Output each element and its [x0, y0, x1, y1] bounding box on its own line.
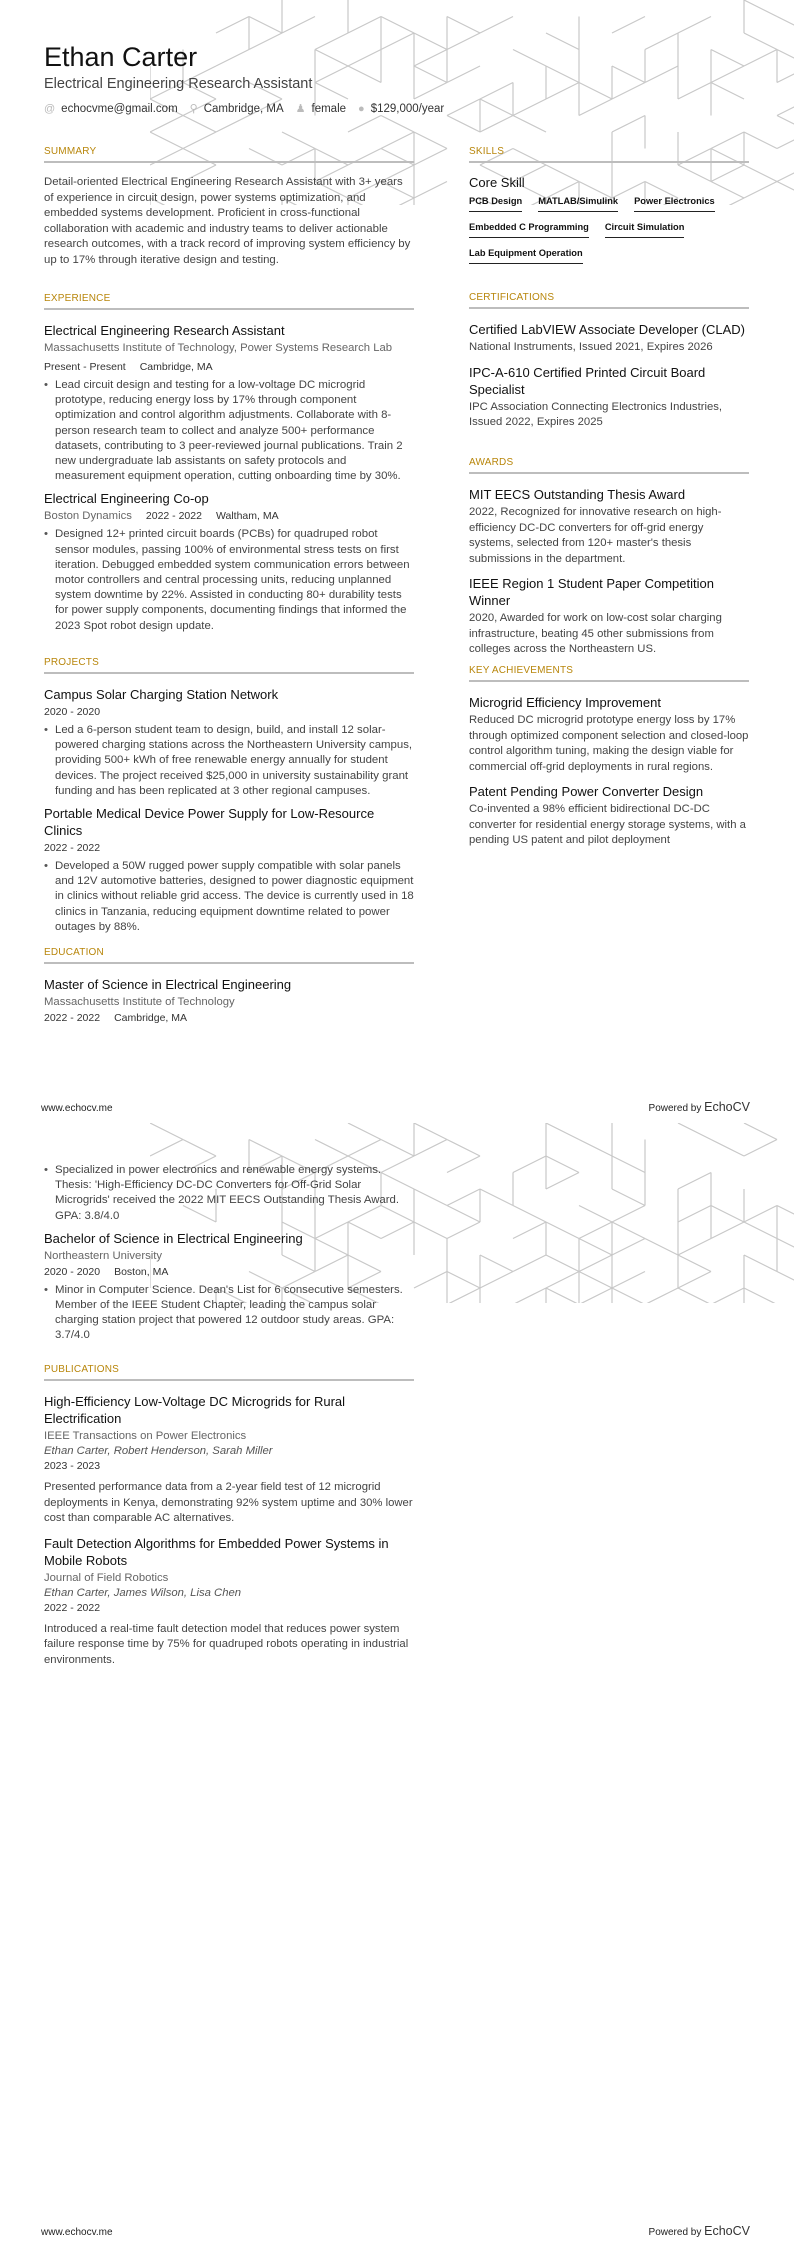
- projects-section: [44, 657, 414, 941]
- pattern-line: [315, 50, 348, 67]
- pattern-line: [612, 1288, 645, 1303]
- pattern-line: [744, 50, 777, 67]
- education-bullet: • Minor in Computer Science. Dean's List for 6 consecutive semesters. Member of the IEEE Student Chapter, leading the campus solar charging station project that powered 12 outdoor study areas. GPA: 3.7/4.0: [44, 1283, 414, 1344]
- pattern-line: [414, 132, 447, 149]
- pattern-line: [546, 1156, 579, 1173]
- brand-name: EchoCV: [704, 1100, 750, 1114]
- contact-email[interactable]: @ echocvme@gmail.com: [44, 102, 178, 115]
- pattern-line: [711, 1140, 744, 1157]
- experience-section: [44, 293, 414, 640]
- pattern-line: [414, 33, 447, 50]
- certification-desc: National Instruments, Issued 2021, Expires 2026: [469, 341, 713, 353]
- pattern-line: [711, 1206, 744, 1223]
- pattern-line: [447, 1140, 480, 1157]
- pattern-line: [678, 1206, 711, 1223]
- pattern-line: [447, 1189, 480, 1206]
- pattern-line: [480, 1189, 513, 1206]
- pattern-line: [480, 1272, 513, 1289]
- pattern-line: [579, 1272, 612, 1289]
- pattern-line: [546, 83, 579, 100]
- education-location: Cambridge, MA: [114, 1012, 188, 1024]
- education-section: [44, 947, 414, 1029]
- award-title: IEEE Region 1 Student Paper Competition Winner: [469, 576, 714, 608]
- pattern-line: [744, 1222, 777, 1239]
- pattern-line: [579, 1140, 612, 1157]
- pattern-line: [480, 116, 513, 133]
- section-heading: EDUCATION: [44, 947, 414, 964]
- pattern-line: [579, 1255, 612, 1272]
- job-title: Electrical Engineering Co-op: [44, 491, 209, 507]
- job-dates: 2022 - 2022: [145, 510, 202, 523]
- achievements-section: [469, 665, 749, 857]
- pattern-line: [513, 1222, 546, 1239]
- pattern-line: [447, 66, 480, 83]
- pattern-line: [249, 17, 282, 34]
- pattern-line: [777, 165, 794, 182]
- coin-icon: ●: [358, 102, 365, 115]
- pattern-line: [513, 50, 546, 67]
- education-bullet: • Specialized in power electronics and renewable energy systems. Thesis: 'High-Efficiency DC-DC Converters for Off-Grid Solar Microgrids' received the 2022 MIT EECS Outstanding Thesis Award. GPA: 3.8/4.0: [44, 1163, 414, 1224]
- pattern-line: [711, 83, 744, 100]
- pattern-line: [777, 116, 794, 133]
- pattern-line: [447, 116, 480, 133]
- pattern-line: [216, 17, 249, 34]
- pattern-line: [315, 33, 348, 50]
- publication-title: Fault Detection Algorithms for Embedded Power Systems in Mobile Robots: [44, 1535, 389, 1568]
- footer-website-link[interactable]: www.echocv.me: [41, 2227, 113, 2238]
- publication-dates: 2022 - 2022: [44, 1601, 101, 1614]
- at-icon: @: [44, 102, 56, 115]
- section-heading: CERTIFICATIONS: [469, 292, 749, 309]
- section-heading: KEY ACHIEVEMENTS: [469, 665, 749, 682]
- pattern-line: [777, 17, 794, 34]
- pattern-line: [414, 182, 447, 199]
- pattern-line: [447, 17, 480, 34]
- pattern-line: [414, 1189, 447, 1206]
- pattern-line: [480, 99, 513, 116]
- pattern-line: [150, 1123, 183, 1140]
- certification-desc: IPC Association Connecting Electronics Industries, Issued 2022, Expires 2025: [469, 400, 723, 428]
- certification-title: IPC-A-610 Certified Printed Circuit Board Specialist: [469, 364, 706, 397]
- pattern-line: [777, 1206, 794, 1223]
- pattern-line: [711, 66, 744, 83]
- achievement-title: Patent Pending Power Converter Design: [469, 784, 704, 799]
- pattern-line: [678, 83, 711, 100]
- pattern-line: [678, 1272, 711, 1289]
- pattern-line: [744, 33, 777, 50]
- project-title: Campus Solar Charging Station Network: [44, 687, 279, 702]
- project-dates: 2020 - 2020: [44, 706, 101, 718]
- degree-title: Bachelor of Science in Electrical Engineering: [44, 1230, 303, 1246]
- pattern-line: [612, 1206, 645, 1223]
- education-dates: 2022 - 2022: [44, 1012, 101, 1024]
- pattern-line: [612, 1222, 645, 1239]
- publication-dates: 2023 - 2023: [44, 1460, 101, 1472]
- pattern-line: [348, 1123, 381, 1140]
- pattern-line: [612, 1239, 645, 1256]
- pattern-line: [711, 50, 744, 67]
- pattern-line: [348, 116, 381, 133]
- pattern-line: [348, 50, 381, 67]
- footer-powered-by[interactable]: Powered by EchoCV: [648, 2224, 750, 2238]
- pattern-line: [645, 1288, 678, 1303]
- pattern-line: [777, 1272, 794, 1289]
- pattern-line: [381, 33, 414, 50]
- pattern-line: [744, 1140, 777, 1157]
- publication-title: High-Efficiency Low-Voltage DC Microgrids for Rural Electrification: [44, 1394, 346, 1426]
- footer-powered-by[interactable]: Powered by EchoCV: [648, 1100, 750, 1114]
- location-pin-icon: ⚲: [189, 103, 198, 115]
- pattern-line: [480, 83, 513, 100]
- pattern-line: [645, 66, 678, 83]
- job-location: Waltham, MA: [215, 510, 279, 523]
- pattern-line: [216, 116, 249, 133]
- pattern-line: [414, 50, 447, 67]
- pattern-line: [315, 66, 348, 83]
- achievement-desc: Reduced DC microgrid prototype energy loss by 17% through optimized component selection and closed-loop control algorithm tuning, making the design viable for commercial off-grid deployments in rural regions.: [469, 714, 749, 773]
- publication-venue: Journal of Field Robotics: [44, 1571, 169, 1584]
- pattern-line: [546, 33, 579, 50]
- pattern-line: [777, 182, 794, 199]
- job-location: Cambridge, MA: [139, 361, 213, 373]
- pattern-line: [414, 149, 447, 166]
- pattern-line: [678, 1288, 711, 1303]
- brand-name: EchoCV: [704, 2224, 750, 2238]
- person-icon: ♟: [295, 103, 306, 115]
- publication-desc: Introduced a real-time fault detection model that reduces power system failure response time by 75% for quadruped robots operating in industrial environments.: [44, 1622, 409, 1666]
- candidate-title: Electrical Engineering Research Assistant: [44, 76, 313, 92]
- pattern-line: [546, 1222, 579, 1239]
- pattern-line: [678, 1173, 711, 1190]
- education-location: Boston, MA: [114, 1265, 169, 1278]
- pattern-line: [480, 17, 513, 34]
- project-bullet: • Developed a 50W rugged power supply compatible with solar panels and 12V automotive batteries, designed to power diagnostic equipment in clinics without reliable grid access. The device is currently used in 18 clinics in Tanzania, reducing equipment downtime related to power outages by 88%.: [44, 859, 414, 935]
- pattern-line: [216, 50, 249, 67]
- pattern-line: [546, 66, 579, 83]
- section-heading: PROJECTS: [44, 657, 414, 674]
- publication-entry: [44, 1535, 414, 1669]
- pattern-line: [645, 1239, 678, 1256]
- pattern-line: [612, 1156, 645, 1173]
- project-entry: [44, 805, 414, 935]
- pattern-line: [447, 1272, 480, 1289]
- pattern-line: [150, 1140, 183, 1157]
- pattern-line: [480, 1255, 513, 1272]
- pattern-line: [381, 1140, 414, 1157]
- pattern-line: [579, 83, 612, 100]
- pattern-line: [777, 132, 794, 149]
- pattern-line: [744, 1123, 777, 1140]
- pattern-line: [612, 1189, 645, 1206]
- contact-info: [44, 102, 444, 115]
- pattern-line: [711, 1222, 744, 1239]
- achievement-desc: Co-invented a 98% efficient bidirectional DC-DC converter for residential energy storage systems, with a pending US patent and pilot deployment: [469, 803, 746, 846]
- pattern-line: [645, 33, 678, 50]
- education-section-continued: [44, 1163, 414, 1344]
- skill-chip: Embedded C Programming: [469, 222, 589, 238]
- section-heading: SKILLS: [469, 146, 749, 163]
- pattern-line: [513, 99, 546, 116]
- pattern-line: [447, 1206, 480, 1223]
- award-desc: 2020, Awarded for work on low-cost solar charging infrastructure, beating 45 other submissions from colleges across the Northeastern US.: [469, 612, 722, 655]
- pattern-line: [744, 0, 777, 17]
- pattern-line: [546, 1255, 579, 1272]
- pattern-line: [183, 1140, 216, 1157]
- skill-list: [469, 196, 749, 264]
- pattern-line: [282, 17, 315, 34]
- skill-chip: PCB Design: [469, 196, 522, 212]
- skill-chip: Power Electronics: [634, 196, 715, 212]
- pattern-line: [447, 99, 480, 116]
- awards-section: [469, 457, 749, 666]
- pattern-line: [678, 1239, 711, 1256]
- pattern-line: [150, 116, 183, 133]
- pattern-line: [315, 1140, 348, 1157]
- pattern-line: [612, 66, 645, 83]
- job-dates: Present - Present: [44, 361, 126, 373]
- pattern-line: [249, 1140, 282, 1157]
- pattern-line: [414, 1272, 447, 1289]
- pattern-line: [348, 17, 381, 34]
- pattern-line: [447, 1222, 480, 1239]
- pattern-line: [777, 50, 794, 67]
- pattern-line: [348, 1140, 381, 1157]
- certifications-section: [469, 292, 749, 439]
- pattern-line: [249, 33, 282, 50]
- project-entry: [44, 686, 414, 799]
- pattern-line: [447, 1156, 480, 1173]
- pattern-line: [414, 1123, 447, 1140]
- pattern-line: [711, 1288, 744, 1303]
- publication-venue: IEEE Transactions on Power Electronics: [44, 1430, 247, 1442]
- pattern-line: [579, 1288, 612, 1303]
- project-bullet: • Led a 6-person student team to design, build, and install 12 solar-powered charging stations across the Northeastern University campus, providing 500+ kWh of free renewable energy annually for student devices. The project received $25,000 in university sustainability grant funding and has been replicated at 3 other regional campuses.: [44, 723, 414, 799]
- pattern-line: [579, 99, 612, 116]
- publications-section: [44, 1364, 414, 1676]
- resume-page-2: [0, 1123, 794, 2246]
- pattern-line: [678, 1123, 711, 1140]
- pattern-line: [447, 1288, 480, 1303]
- publication-desc: Presented performance data from a 2-year field test of 12 microgrid deployments in Kenya, demonstrating 92% system uptime and 30% lower cost than comparable AC alternatives.: [44, 1481, 413, 1524]
- contact-salary: ● $129,000/year: [358, 102, 445, 115]
- pattern-line: [447, 33, 480, 50]
- pattern-line: [513, 1255, 546, 1272]
- section-heading: PUBLICATIONS: [44, 1364, 414, 1381]
- pattern-line: [381, 116, 414, 133]
- pattern-line: [612, 83, 645, 100]
- certification-title: Certified LabVIEW Associate Developer (CLAD): [469, 322, 746, 337]
- pattern-line: [513, 1156, 546, 1173]
- contact-location: ⚲ Cambridge, MA: [189, 103, 284, 115]
- pattern-line: [414, 66, 447, 83]
- pattern-line: [579, 1206, 612, 1223]
- skill-chip: Circuit Simulation: [605, 222, 685, 238]
- pattern-line: [777, 66, 794, 83]
- project-title: Portable Medical Device Power Supply for Low-Resource Clinics: [44, 806, 375, 839]
- pattern-line: [546, 1123, 579, 1140]
- experience-entry: [44, 490, 414, 633]
- pattern-line: [348, 66, 381, 83]
- pattern-line: [546, 1272, 579, 1289]
- education-dates: 2020 - 2020: [44, 1265, 101, 1278]
- pattern-line: [513, 116, 546, 133]
- job-bullet: • Designed 12+ printed circuit boards (PCBs) for quadruped robot sensor modules, passing 100% of environmental stress tests on first iteration. Debugged embedded system communication errors between motor controllers and central processing units, reducing unplanned system downtime by 22%. Assisted in conducting 80+ durability tests for power supply components, documenting findings that informed the 2023 Spot robot design update.: [44, 527, 414, 633]
- section-heading: SUMMARY: [44, 146, 414, 163]
- pattern-line: [414, 1140, 447, 1157]
- pattern-line: [777, 99, 794, 116]
- achievement-title: Microgrid Efficiency Improvement: [469, 695, 661, 710]
- pattern-line: [546, 1173, 579, 1190]
- pattern-line: [612, 1272, 645, 1289]
- pattern-line: [744, 1255, 777, 1272]
- pattern-line: [513, 1206, 546, 1223]
- publication-entry: [44, 1393, 414, 1527]
- summary-section: [44, 146, 414, 268]
- skills-section: [469, 146, 749, 264]
- skill-chip: Lab Equipment Operation: [469, 248, 583, 264]
- pattern-line: [414, 83, 447, 100]
- job-bullet: • Lead circuit design and testing for a low-voltage DC microgrid prototype, reducing energy loss by 17% through component optimization and control algorithm adjustments. Collaborate with 8-person research team to collect and analyze 500+ performance datasets, contributing to 3 peer-reviewed journal publications. Train 2 new undergraduate lab assistants on safety protocols and measurement equipment operation, cutting onboarding time by 30%.: [44, 378, 414, 484]
- pattern-line: [612, 17, 645, 34]
- pattern-line: [678, 1255, 711, 1272]
- job-title: Electrical Engineering Research Assistant: [44, 323, 285, 338]
- pattern-line: [546, 1288, 579, 1303]
- footer-website-link[interactable]: www.echocv.me: [41, 1103, 113, 1114]
- publication-authors: Ethan Carter, Robert Henderson, Sarah Miller: [44, 1445, 273, 1457]
- degree-title: Master of Science in Electrical Engineering: [44, 977, 292, 992]
- skill-group-title: Core Skill: [469, 175, 525, 190]
- project-dates: 2022 - 2022: [44, 842, 101, 855]
- pattern-line: [579, 1239, 612, 1256]
- pattern-line: [381, 17, 414, 34]
- award-desc: 2022, Recognized for innovative research on high-efficiency DC-DC converters for off-grid energy systems, selected from 120+ master's thesis submissions in the department.: [469, 506, 722, 565]
- award-title: MIT EECS Outstanding Thesis Award: [469, 487, 686, 502]
- contact-gender: ♟ female: [295, 103, 347, 115]
- employer: Massachusetts Institute of Technology, Power Systems Research Lab: [44, 342, 393, 354]
- employer: Boston Dynamics: [44, 510, 132, 523]
- pattern-line: [612, 116, 645, 133]
- pattern-line: [579, 1222, 612, 1239]
- section-heading: EXPERIENCE: [44, 293, 414, 310]
- pattern-line: [744, 1206, 777, 1223]
- summary-text: Detail-oriented Electrical Engineering Research Assistant with 3+ years of experience in circuit design, power systems optimization, and embedded systems development. Proficient in cross-functional collaboration with academic and industry teams to deliver actionable research outcomes, with a track record of improving system efficiency by up to 17% through iterative design and testing.: [44, 176, 411, 266]
- pattern-line: [513, 1288, 546, 1303]
- publication-authors: Ethan Carter, James Wilson, Lisa Chen: [44, 1586, 242, 1599]
- pattern-line: [678, 17, 711, 34]
- school: Northeastern University: [44, 1249, 163, 1262]
- pattern-line: [777, 1239, 794, 1256]
- candidate-name: Ethan Carter: [44, 42, 198, 72]
- pattern-line: [414, 1222, 447, 1239]
- skill-chip: MATLAB/Simulink: [538, 196, 618, 212]
- pattern-line: [315, 83, 348, 100]
- school: Massachusetts Institute of Technology: [44, 996, 235, 1008]
- pattern-line: [744, 1288, 777, 1303]
- pattern-line: [183, 116, 216, 133]
- experience-entry: [44, 322, 414, 484]
- section-heading: AWARDS: [469, 457, 749, 474]
